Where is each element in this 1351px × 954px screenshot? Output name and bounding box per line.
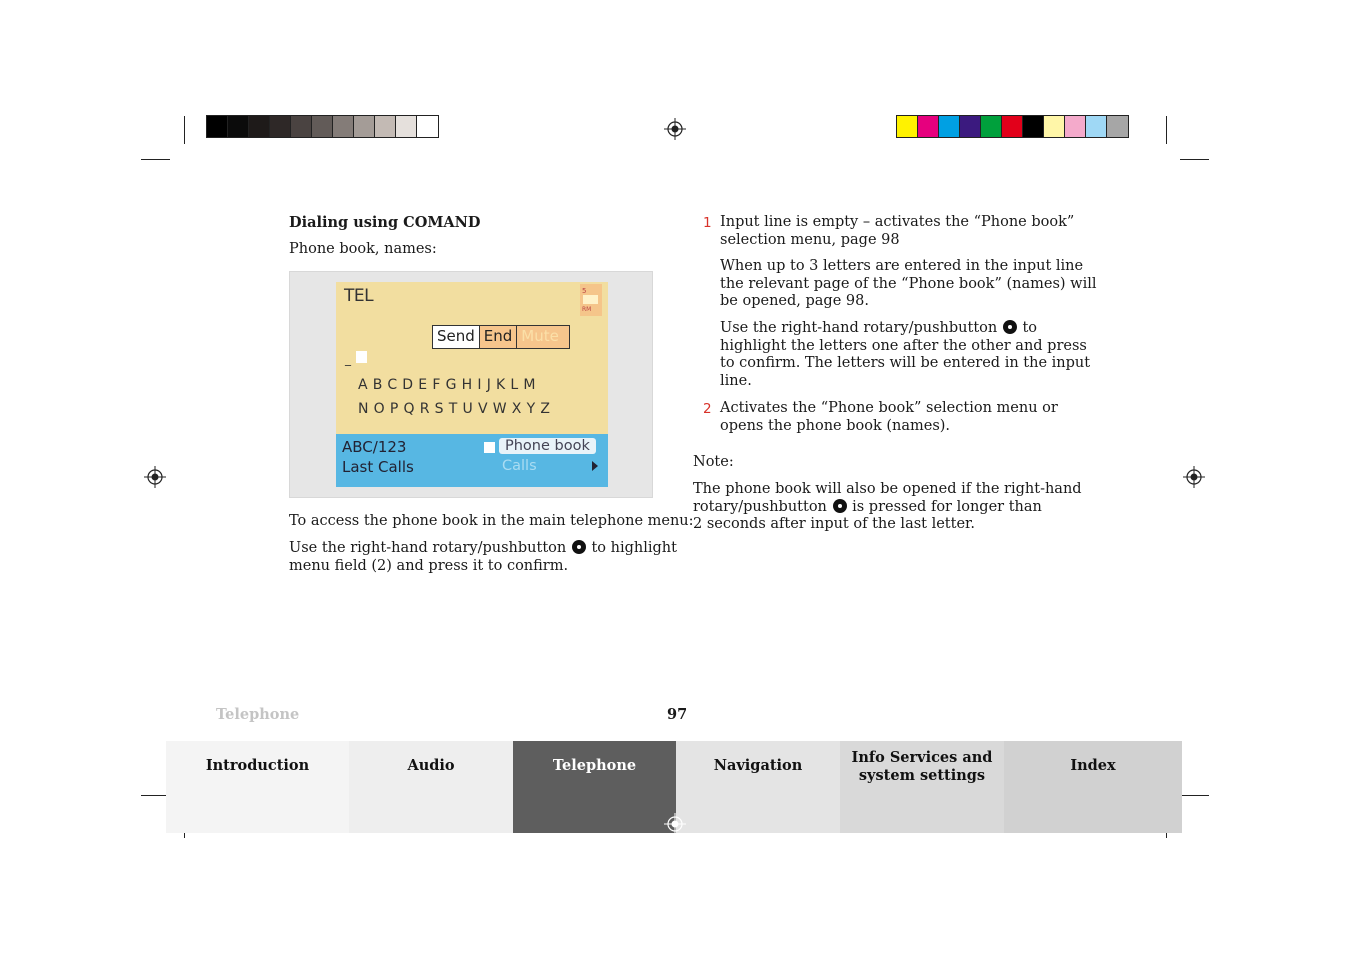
grayscale-bar: [206, 115, 439, 138]
color-swatch: [918, 116, 939, 137]
tab-navigation[interactable]: Navigation: [676, 741, 840, 833]
screen-title: TEL: [344, 286, 374, 306]
crop-mark: [1180, 795, 1209, 796]
rotary-pushbutton-icon: [572, 540, 586, 554]
menu-last-calls[interactable]: Last Calls: [342, 458, 414, 476]
subheading: Phone book, names:: [289, 241, 437, 257]
signal-label: RM: [582, 306, 592, 313]
color-swatch: [354, 116, 375, 137]
color-swatch: [291, 116, 312, 137]
color-swatch: [312, 116, 333, 137]
section-heading: Dialing using COMAND: [289, 214, 481, 231]
crop-mark: [184, 116, 185, 144]
letters-row-1[interactable]: ABCDEFGHIJKLM: [358, 377, 541, 393]
color-swatch: [1065, 116, 1086, 137]
send-button[interactable]: Send: [437, 327, 475, 345]
color-swatch: [228, 116, 249, 137]
color-swatch: [1044, 116, 1065, 137]
crop-mark: [1166, 116, 1167, 144]
color-swatch: [417, 116, 438, 137]
note-text: The phone book will also be opened if the right-hand rotary/pushbutton is pressed for longer than 2 seconds after input of the last letter.: [693, 481, 1082, 532]
color-swatch: [1086, 116, 1107, 137]
item-text: Use the right-hand rotary/pushbutton to highlight the letters one after the other and press to confirm. The letters will be entered in the input line.: [720, 320, 1091, 389]
paragraph: Use the right-hand rotary/pushbutton to highlight menu field (2) and press it to confirm.: [289, 540, 677, 574]
tab-info-services[interactable]: Info Services and system settings: [840, 741, 1004, 833]
color-swatch: [333, 116, 354, 137]
color-swatch: [396, 116, 417, 137]
color-bar: [896, 115, 1129, 138]
color-swatch: [270, 116, 291, 137]
color-swatch: [1107, 116, 1128, 137]
item-text: Input line is empty – activates the “Phone book” selection menu, page 98: [720, 214, 1075, 248]
note-label: Note:: [693, 454, 734, 470]
registration-mark-icon: [144, 466, 166, 488]
registration-mark-icon: [1183, 466, 1205, 488]
letters-row-2[interactable]: NOPQRSTUVWXYZ: [358, 401, 556, 417]
item-number: 1: [703, 215, 712, 231]
tab-telephone[interactable]: Telephone: [513, 741, 676, 833]
arrow-right-icon: [592, 461, 598, 471]
signal-value: 5: [582, 287, 587, 295]
paragraph: To access the phone book in the main telephone menu:: [289, 513, 694, 529]
color-swatch: [939, 116, 960, 137]
color-swatch: [375, 116, 396, 137]
crop-mark: [1180, 159, 1209, 160]
signal-strength-icon: [580, 284, 602, 316]
color-swatch: [897, 116, 918, 137]
input-line-prefix: _: [345, 352, 351, 366]
item-text: When up to 3 letters are entered in the input line the relevant page of the “Phone book” (names) will be opened, page 98.: [720, 258, 1097, 309]
end-button[interactable]: End: [479, 326, 517, 348]
registration-mark-icon: [664, 813, 686, 835]
comand-screen: [336, 282, 608, 487]
call-button-group: [432, 325, 570, 349]
item-text: Activates the “Phone book” selection menu or opens the phone book (names).: [720, 400, 1058, 434]
screen-menu-panel: [336, 434, 608, 487]
menu-abc123[interactable]: ABC/123: [342, 438, 407, 456]
rotary-pushbutton-icon: [1003, 320, 1017, 334]
color-swatch: [981, 116, 1002, 137]
rotary-pushbutton-icon: [833, 499, 847, 513]
menu-phone-book[interactable]: Phone book: [499, 438, 596, 454]
page-number: 97: [667, 706, 688, 723]
input-cursor[interactable]: [356, 351, 367, 363]
crop-mark: [141, 159, 170, 160]
registration-mark-icon: [664, 118, 686, 140]
tab-index[interactable]: Index: [1004, 741, 1182, 833]
running-footer-section: Telephone: [216, 706, 300, 723]
color-swatch: [1002, 116, 1023, 137]
color-swatch: [1023, 116, 1044, 137]
mute-button[interactable]: Mute: [516, 326, 569, 348]
item-number: 2: [703, 401, 712, 417]
color-swatch: [207, 116, 228, 137]
color-swatch: [249, 116, 270, 137]
color-swatch: [960, 116, 981, 137]
tab-audio[interactable]: Audio: [349, 741, 513, 833]
selection-marker: [484, 442, 495, 453]
menu-calls[interactable]: Calls: [502, 458, 537, 474]
tab-introduction[interactable]: Introduction: [166, 741, 349, 833]
